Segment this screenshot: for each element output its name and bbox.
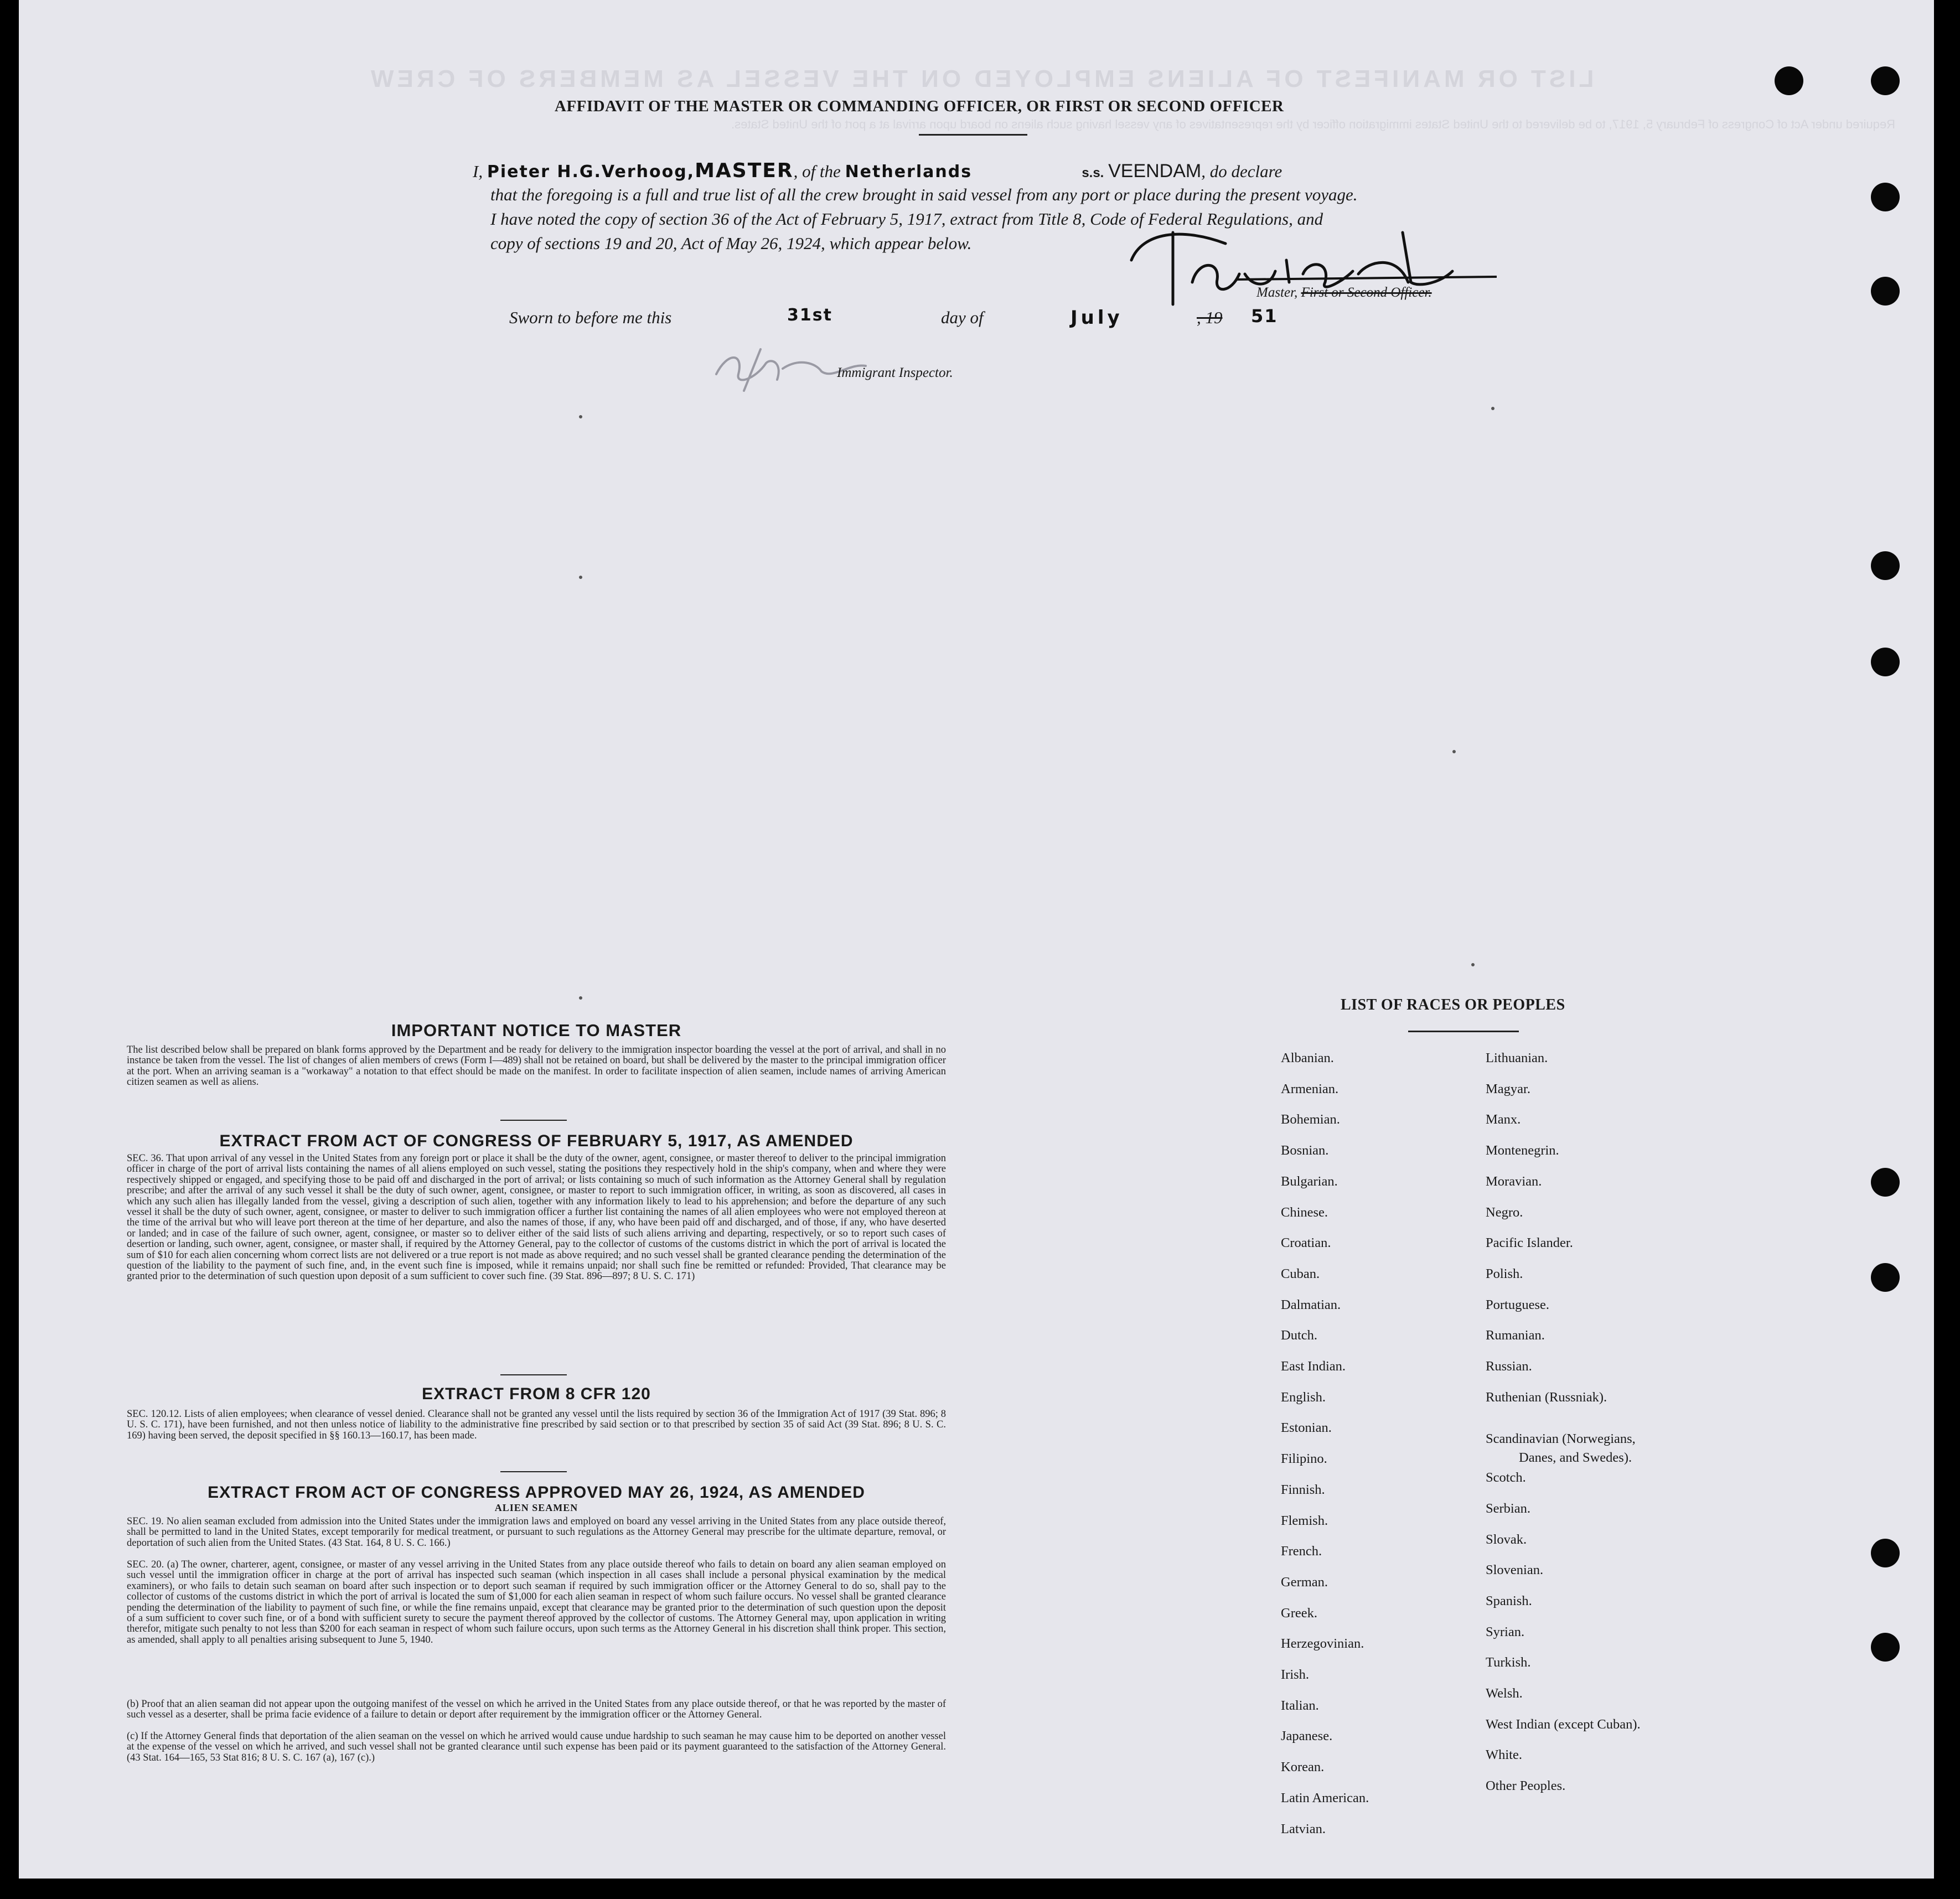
race-item: Japanese. — [1281, 1729, 1333, 1744]
race-item: Greek. — [1281, 1605, 1317, 1621]
race-item: Turkish. — [1486, 1655, 1531, 1670]
race-item: Welsh. — [1486, 1686, 1523, 1701]
race-item: Croatian. — [1281, 1235, 1331, 1251]
master-role: MASTER — [695, 159, 794, 182]
section-divider — [500, 1471, 567, 1472]
master-name: Pieter H.G.Verhoog, — [487, 162, 695, 182]
race-item: Korean. — [1281, 1760, 1325, 1775]
section-19-text: SEC. 19. No alien seaman excluded from admission into the United States under the immigration laws and employed on board any vessel arriving in the United States from any place outside thereof, shall be permitted to land in the United States, except temporarily for medical treatment, or pursuant to such regulations as the Attorney General may prescribe for the ultimate departure, removal, or deportation of such alien from the United States. (43 Stat. 164, 8 U. S. C. 166.) — [127, 1516, 946, 1549]
sworn-label: Sworn to before me this — [509, 308, 672, 327]
master-caption: Master, — [1256, 285, 1298, 300]
vessel-name: VEENDAM — [1108, 161, 1202, 182]
punch-hole — [1871, 1168, 1900, 1197]
declaration-line-3: I have noted the copy of section 36 of the Act of February 5, 1917, extract from Title 8, Code of Federal Regulations, and — [490, 209, 1323, 229]
punch-hole — [1871, 1263, 1900, 1292]
race-item: Estonian. — [1281, 1420, 1332, 1436]
race-item: Irish. — [1281, 1667, 1310, 1682]
extract-1917-title: EXTRACT FROM ACT OF CONGRESS OF FEBRUARY 5, 1917, AS AMENDED — [219, 1132, 854, 1150]
race-item: Ruthenian (Russniak). — [1486, 1389, 1607, 1405]
race-item: Rumanian. — [1486, 1328, 1545, 1343]
race-item: Lithuanian. — [1486, 1051, 1548, 1065]
signature-caption — [1256, 285, 1432, 301]
notice-body: The list described below shall be prepared on blank forms approved by the Department and be ready for delivery to the immigration inspector boarding the vessel at the port of arrival, and shall in no instance be taken from the vessel. The list of changes of alien members of crews (Form I—489) shall not be retained on board, but shall be delivered by the master to the principal immigration officer at the port. When an arriving seaman is a "workaway" a notation to that effect should be made on the manifest. In order to facilitate inspection of alien seamen, include names of arriving American citizen seamen as well as aliens. — [127, 1044, 946, 1088]
title-rule — [919, 134, 1027, 136]
race-item: Magyar. — [1486, 1081, 1530, 1096]
race-item: Other Peoples. — [1486, 1778, 1566, 1794]
race-item: Armenian. — [1281, 1081, 1339, 1096]
race-item: Finnish. — [1281, 1482, 1325, 1497]
speck — [579, 576, 582, 579]
bleed-through-subtitle: Required under Act of Congress of February 5, 1917, to be delivered to the United States immigration officer by the representatives of any vessel having such aliens on board upon arrival at a port of the United States. — [731, 117, 1895, 131]
section-20b-text: (b) Proof that an alien seaman did not appear upon the outgoing manifest of the vessel on which he arrived in the United States from any place outside thereof, or that he was reported by the master of such vessel as a deserter, shall be prima facie evidence of a failure to detain or deport after requirement by the immigration officer or the Attorney General. — [127, 1699, 946, 1721]
races-title: LIST OF RACES OR PEOPLES — [1341, 996, 1565, 1013]
race-item: East Indian. — [1281, 1359, 1346, 1374]
race-item: Chinese. — [1281, 1204, 1328, 1220]
race-item: Pacific Islander. — [1486, 1235, 1573, 1251]
race-item: White. — [1486, 1747, 1522, 1763]
race-item: Cuban. — [1281, 1266, 1320, 1281]
race-item: English. — [1281, 1389, 1326, 1405]
of-the-label: , of the — [793, 162, 841, 181]
year-prefix: , 19 — [1197, 308, 1223, 327]
race-item: Bosnian. — [1281, 1143, 1329, 1158]
speck — [579, 415, 582, 418]
race-item: Russian. — [1486, 1359, 1532, 1374]
race-item: Italian. — [1281, 1698, 1319, 1713]
ss-label: s.s. — [1082, 165, 1104, 180]
punch-hole — [1871, 66, 1900, 95]
race-item: Spanish. — [1486, 1593, 1532, 1608]
punch-hole — [1871, 183, 1900, 211]
race-item: Slovenian. — [1486, 1562, 1544, 1578]
race-item: Montenegrin. — [1486, 1143, 1559, 1158]
race-item: French. — [1281, 1544, 1322, 1559]
race-item: Latin American. — [1281, 1790, 1369, 1805]
race-item: Syrian. — [1486, 1624, 1525, 1639]
speck — [1471, 963, 1475, 966]
affidavit-title: AFFIDAVIT OF THE MASTER OR COMMANDING OFFICER, OR FIRST OR SECOND OFFICER — [555, 97, 1284, 115]
bleed-through-title: LIST OR MANIFEST OF ALIENS EMPLOYED ON THE VESSEL AS MEMBERS OF CREW — [368, 65, 1594, 92]
race-item: Filipino. — [1281, 1451, 1327, 1467]
race-item: Latvian. — [1281, 1821, 1326, 1836]
inspector-label: Immigrant Inspector. — [837, 365, 953, 380]
extract-1917-body: SEC. 36. That upon arrival of any vessel in the United States from any foreign port or place it shall be the duty of the owner, agent, consignee, or master thereof to deliver to the principal immigration officer in charge of the port of arrival lists containing the names of all aliens employed on such vessel, stating the positions they respectively hold in the ship's company, when and where they were respectively shipped or engaged, and specifying those to be paid off and discharged in the port of arrival; or lists containing so much of such information as the Attorney General shall by regulation prescribe; and after the arrival of any such vessel it shall be the duty of such owner, agent, consignee, or master to report to such immigration officer, in writing, as soon as discovered, all cases in which any such alien has illegally landed from the vessel, giving a description of such alien, together with any information likely to lead to his apprehension; and before the departure of any such vessel it shall be the duty of such owner, agent, consignee, or master to deliver to such immigration officer a further list containing the names of all alien employees who were not employed thereon at the time of the arrival but who will leave port thereon at the time of her departure, and also the names of those, if any, who have been paid off and discharged, and of those, if any, who have deserted or landed; and in case of the failure of such owner, agent, consignee, or master so to deliver either of the said lists of such aliens arriving and departing, respectively, or so to report such cases of desertion or landing, such owner, agent, consignee, or master shall, if required by the Attorney General, pay to the collector of customs of the customs district in which the port of arrival is located the sum of $10 for each alien concerning whom correct lists are not delivered or a true report is not made as above required; and no such vessel shall be granted clearance pending the determination of the question of the liability to the payment of such fine, and, in the event such fine is imposed, while it remains unpaid; nor shall such fine be remitted or refunded: Provided, That clearance may be granted prior to the determination of such question upon deposit of a sum sufficient to cover such fine. (39 Stat. 896—897; 8 U. S. C. 171) — [127, 1153, 946, 1282]
sworn-month: July — [1070, 307, 1123, 329]
form-sheet — [19, 0, 1934, 1879]
race-item: Serbian. — [1486, 1500, 1530, 1516]
punch-hole — [1871, 648, 1900, 676]
race-item: Polish. — [1486, 1266, 1523, 1281]
race-item: Portuguese. — [1486, 1297, 1549, 1312]
race-item: Bulgarian. — [1281, 1173, 1338, 1189]
race-item: Flemish. — [1281, 1513, 1328, 1528]
sworn-year: 51 — [1251, 306, 1278, 327]
punch-hole — [1871, 1539, 1900, 1567]
sworn-day: 31st — [787, 306, 832, 325]
section-divider — [500, 1374, 567, 1375]
punch-hole — [1775, 66, 1803, 95]
race-item: Albanian. — [1281, 1051, 1334, 1065]
section-20a-text: SEC. 20. (a) The owner, charterer, agent, consignee, or master of any vessel arriving in the United States from any place outside thereof who fails to detain on board any alien seaman employed on such vessel until the immigration officer in charge at the port of arrival has inspected such seaman (which inspection in all cases shall include a personal physical examination by the medical examiners), or who fails to detain such seaman on board after such inspection or to deport such seaman if required by such immigration officer or the Attorney General to do so, shall pay to the collector of customs of the customs district in which the port of arrival is located the sum of $1,000 for each alien seaman in respect of whom such failure occurs. No vessel shall be granted clearance pending the determination of the liability to payment of such fine, or while the fine remains unpaid, except that clearance may be granted prior to the determination of such question upon the deposit of a sum sufficient to cover such fine, or of a bond with sufficient surety to secure the payment thereof approved by the collector of customs. The Attorney General may, upon application in writing therefor, mitigate such penalty to not less than $200 for each seaman in respect of whom such failure occurs, upon such terms as the Attorney General in his discretion shall think proper. This section, as amended, shall apply to all penalties arising subsequent to June 5, 1940. — [127, 1559, 946, 1646]
declaration-line-1 — [473, 159, 1535, 182]
speck — [1452, 750, 1456, 753]
punch-hole — [1871, 277, 1900, 306]
race-item: Bohemian. — [1281, 1112, 1340, 1127]
races-title-rule — [1408, 1031, 1519, 1032]
alien-seamen-subtitle: ALIEN SEAMEN — [494, 1502, 578, 1513]
notice-title: IMPORTANT NOTICE TO MASTER — [391, 1021, 682, 1040]
section-divider — [500, 1120, 567, 1121]
race-item: Danes, and Swedes). — [1519, 1450, 1632, 1466]
race-item: Moravian. — [1486, 1173, 1542, 1189]
race-item: Negro. — [1486, 1204, 1523, 1220]
vessel-nationality: Netherlands — [845, 162, 973, 182]
declaration-line-2: that the foregoing is a full and true list of all the crew brought in said vessel from any port or place during the present voyage. — [490, 185, 1358, 204]
extract-cfr-title: EXTRACT FROM 8 CFR 120 — [422, 1385, 651, 1403]
race-item: Scotch. — [1486, 1470, 1526, 1486]
race-item: Herzegovinian. — [1281, 1636, 1364, 1652]
race-item: Manx. — [1486, 1112, 1521, 1127]
speck — [1491, 407, 1494, 410]
section-20c-text: (c) If the Attorney General finds that deportation of the alien seaman on the vessel on which he arrived would cause undue hardship to such seaman he may cause him to be deported on another vessel at the expense of the vessel on which he arrived, and such vessel shall not be granted clearance until such expense has been paid or its payment guaranteed to the satisfaction of the Attorney General. (43 Stat. 164—165, 53 Stat 816; 8 U. S. C. 167 (a), 167 (c).) — [127, 1731, 946, 1763]
day-of-label: day of — [941, 308, 984, 327]
speck — [579, 996, 582, 1000]
race-item: West Indian (except Cuban). — [1486, 1716, 1641, 1732]
race-item: Dutch. — [1281, 1328, 1317, 1343]
punch-hole — [1871, 551, 1900, 580]
do-declare-label: , do declare — [1201, 162, 1282, 181]
declaration-prefix: I, — [473, 162, 483, 181]
struck-caption: First or Second Officer. — [1301, 285, 1432, 300]
punch-hole — [1871, 1633, 1900, 1662]
race-item: German. — [1281, 1574, 1328, 1590]
extract-1924-title: EXTRACT FROM ACT OF CONGRESS APPROVED MAY 26, 1924, AS AMENDED — [208, 1483, 865, 1502]
extract-cfr-body: SEC. 120.12. Lists of alien employees; when clearance of vessel denied. Clearance shall not be granted any vessel until the lists required by section 36 of the Immigration Act of 1917 (39 Stat. 896; 8 U. S. C. 171), have been furnished, and not then unless notice of liability to the administrative fine prescribed by said section or to that prescribed by section 35 of said Act (39 Stat. 896; 8 U. S. C. 169) having been served, the deposit specified in §§ 160.13—160.17, has been made. — [127, 1409, 946, 1441]
race-item: Dalmatian. — [1281, 1297, 1341, 1312]
race-item: Slovak. — [1486, 1531, 1527, 1547]
race-item: Scandinavian (Norwegians, — [1486, 1431, 1636, 1447]
declaration-line-4: copy of sections 19 and 20, Act of May 26, 1924, which appear below. — [490, 234, 972, 253]
